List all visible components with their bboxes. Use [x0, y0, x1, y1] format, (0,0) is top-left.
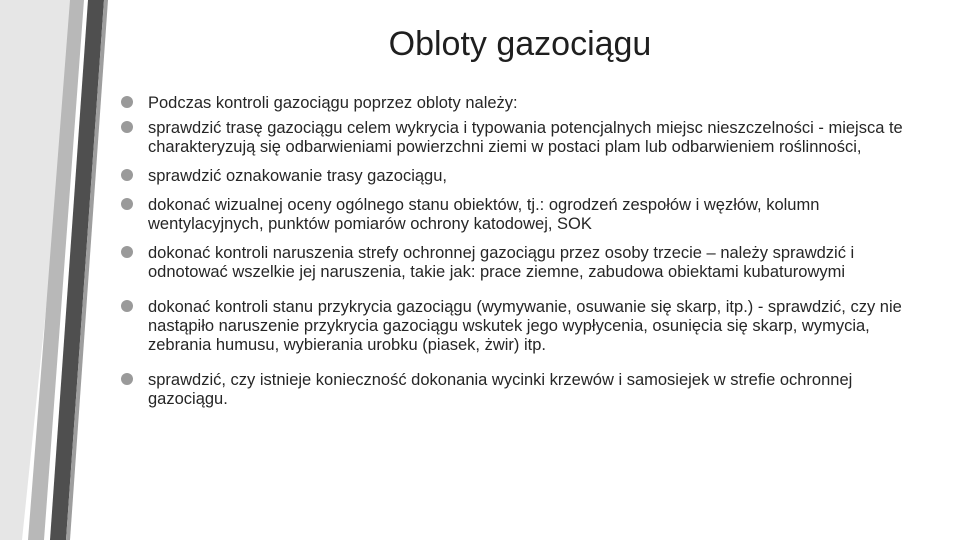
bullet-text: sprawdzić trasę gazociągu celem wykrycia i typowania potencjalnych miejsc nieszczelności - miejsca te charakteryzują się odbarwieniami powierzchni ziemi w postaci plam lub odbarwieniem roślinności,: [148, 119, 903, 156]
bullet-icon: [121, 96, 133, 108]
left-decoration: [0, 0, 110, 540]
bullet-item: [118, 167, 908, 186]
bullet-icon: [121, 373, 133, 385]
bullet-icon: [121, 300, 133, 312]
bullet-text: sprawdzić, czy istnieje konieczność dokonania wycinki krzewów i samosiejek w strefie ochronnej gazociągu.: [148, 371, 853, 408]
bullet-icon: [121, 198, 133, 210]
bullet-icon: [121, 169, 133, 181]
bullet-text: dokonać kontroli stanu przykrycia gazociągu (wymywanie, osuwanie się skarp, itp.) - sprawdzić, czy nie nastąpiło naruszenie przykrycia gazociągu wskutek jego wypłycenia, osunięcia się skarp, wymycia, zebrania humusu, wybierania urobku (piasek, żwir) itp.: [148, 298, 902, 354]
bullet-item: [118, 298, 908, 355]
bullet-icon: [121, 121, 133, 133]
bullet-item: [118, 196, 908, 234]
bullet-icon: [121, 246, 133, 258]
bullet-item: [118, 94, 908, 113]
slide-title: Obloty gazociągu: [388, 25, 652, 63]
bullet-list: [118, 94, 908, 409]
bullet-text: dokonać kontroli naruszenia strefy ochronnej gazociągu przez osoby trzecie – należy sprawdzić i odnotować wszelkie jej naruszenia, takie jak: prace ziemne, zabudowa obiektami kubaturowymi: [148, 244, 855, 281]
bullet-text: Podczas kontroli gazociągu poprzez obloty należy:: [148, 94, 518, 112]
bullet-text: dokonać wizualnej oceny ogólnego stanu obiektów, tj.: ogrodzeń zespołów i węzłów, kolumn wentylacyjnych, punktów pomiarów ochrony katodowej, SOK: [148, 196, 820, 233]
bullet-text: sprawdzić oznakowanie trasy gazociągu,: [148, 167, 447, 185]
bullet-item: [118, 244, 908, 282]
bullet-item: [118, 119, 908, 157]
bullet-item: [118, 371, 908, 409]
